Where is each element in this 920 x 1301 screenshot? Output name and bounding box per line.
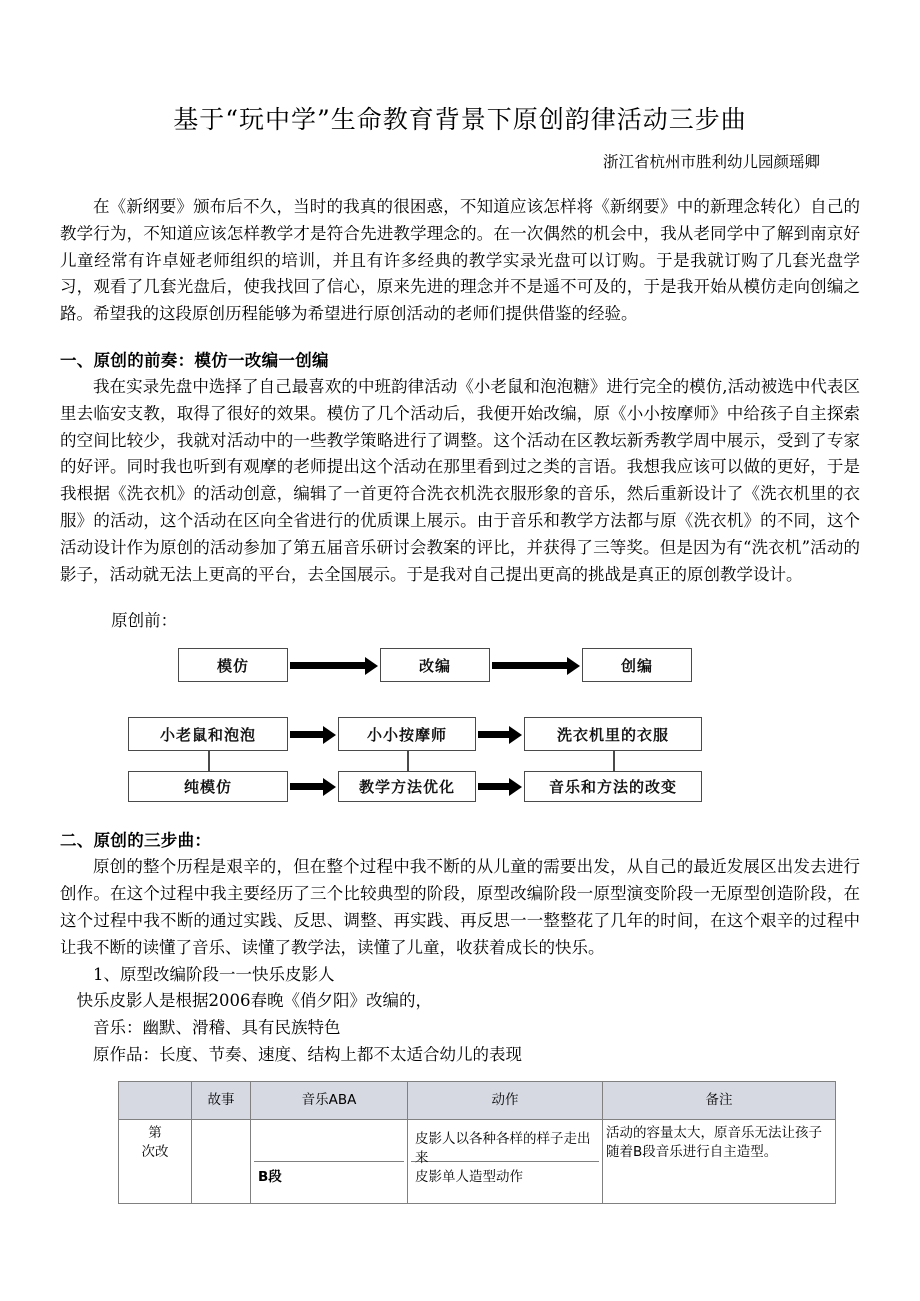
diagram-box-label: 模仿 — [216, 656, 249, 675]
table-header-cell-stage — [119, 1081, 192, 1119]
stage-table-body — [119, 1119, 836, 1203]
table-cell-music — [251, 1119, 408, 1203]
table-header-cell-music: 音乐ABA — [251, 1081, 408, 1119]
diagram-arrow-bottom-2 — [478, 783, 510, 790]
diagram-caption: 原创前： — [111, 611, 178, 631]
table-cell-music-top — [254, 1124, 404, 1162]
table-header-cell-note: 备注 — [603, 1081, 836, 1119]
section-one-heading: 一、原创的前奏：模仿一改编一创编 — [60, 350, 329, 370]
diagram-box-label: 音乐和方法的改变 — [548, 778, 677, 797]
table-cell-action — [408, 1119, 603, 1203]
section-two-paragraph: 原创的整个历程是艰辛的，但在整个过程中我不断的从儿童的需要出发，从自己的最近发展区出发去进行创作。在这个过程中我主要经历了三个比较典型的阶段，原型改编阶段一原型演变阶段一无原型创造阶段，在这个过程中我不断的通过实践、反思、调整、再实践、再反思一一整整花了几年的时间，在这个艰辛的过程中让我不断的读懂了音乐、读懂了教学法，读懂了儿童，收获着成长的快乐。 — [60, 857, 860, 957]
intro-paragraph: 在《新纲要》颁布后不久，当时的我真的很困惑，不知道应该怎样将《新纲要》中的新理念转化）自己的教学行为，不知道应该怎样教学才是符合先进教学理念的。在一次偶然的机会中，我从老同学中了解到南京好儿童经常有许卓娅老师组织的培训，并且有许多经典的教学实录光盘可以订购。于是我就订购了几套光盘学习，观看了几套光盘后，使我找回了信心，原来先进的理念并不是遥不可及的，于是我开始从模仿走向创编之路。希望我的这段原创历程能够为希望进行原创活动的老师们提供借鉴的经验。 — [60, 197, 860, 324]
diagram-arrow-mid-2 — [478, 731, 510, 738]
section-two-item-1: 1、原型改编阶段一一快乐皮影人 — [93, 964, 335, 984]
diagram-box-label: 小小按摩师 — [366, 725, 447, 744]
diagram-box-bottom-1 — [128, 771, 288, 802]
author-line: 浙江省杭州市胜利幼儿园颜瑶卿 — [602, 153, 820, 171]
diagram-arrow-top-2 — [492, 662, 568, 669]
diagram-connector-2 — [407, 751, 409, 771]
table-row — [119, 1119, 836, 1203]
diagram-box-top-2 — [380, 648, 490, 682]
diagram-box-label: 创编 — [620, 656, 653, 675]
process-diagram — [60, 642, 860, 802]
section-two-music-line: 音乐：幽默、滑稽、具有民族特色 — [93, 1018, 341, 1038]
diagram-box-bottom-2 — [338, 771, 476, 802]
diagram-box-bottom-3 — [524, 771, 702, 802]
stage-table-wrap — [60, 1081, 860, 1204]
table-header-cell-story: 故事 — [192, 1081, 251, 1119]
stage-char-2: 次改 — [141, 1143, 169, 1160]
table-cell-action-top: 皮影人以各种各样的样子走出来 — [411, 1124, 599, 1162]
diagram-box-label: 小老鼠和泡泡 — [159, 725, 256, 744]
table-cell-story — [192, 1119, 251, 1203]
diagram-box-mid-1 — [128, 717, 288, 751]
stage-table — [118, 1081, 836, 1204]
diagram-box-label: 纯模仿 — [183, 778, 232, 797]
section-one-paragraph: 我在实录先盘中选择了自己最喜欢的中班韵律活动《小老鼠和泡泡糖》进行完全的模仿,活动被选中代表区里去临安支教，取得了很好的效果。模仿了几个活动后，我便开始改编，原《小小按摩师》中给孩子自主探索的空间比较少，我就对活动中的一些教学策略进行了调整。这个活动在区教坛新秀教学周中展示，受到了专家的好评。同时我也听到有观摩的老师提出这个活动在那里看到过之类的言语。我想我应该可以做的更好，于是我根据《洗衣机》的活动创意，编辑了一首更符合洗衣机洗衣服形象的音乐，然后重新设计了《洗衣机里的衣服》的活动，这个活动在区向全省进行的优质课上展示。由于音乐和教学方法都与原《洗衣机》的不同，这个活动设计作为原创的活动参加了第五届音乐研讨会教案的评比，并获得了三等奖。但是因为有“洗衣机”活动的影子，活动就无法上更高的平台，去全国展示。于是我对自己提出更高的挑战是真正的原创教学设计。 — [60, 376, 860, 584]
diagram-box-mid-2 — [338, 717, 476, 751]
diagram-box-label: 洗衣机里的衣服 — [556, 725, 669, 744]
table-header-row — [119, 1081, 836, 1119]
diagram-box-top-1 — [178, 648, 288, 682]
table-cell-music-bottom: B段 — [258, 1168, 282, 1185]
table-cell-stage — [119, 1119, 192, 1203]
section-two-original-line: 原作品：长度、节奏、速度、结构上都不太适合幼儿的表现 — [93, 1044, 522, 1064]
diagram-arrow-bottom-1 — [290, 783, 324, 790]
diagram-connector-1 — [208, 751, 210, 771]
diagram-box-top-3 — [582, 648, 692, 682]
diagram-arrow-mid-1 — [290, 731, 324, 738]
diagram-box-label: 教学方法优化 — [358, 778, 455, 797]
table-header-cell-action: 动作 — [408, 1081, 603, 1119]
section-two-heading: 二、原创的三步曲： — [60, 831, 212, 851]
diagram-box-mid-3 — [524, 717, 702, 751]
table-cell-note: 活动的容量太大，原音乐无法让孩子随着B段音乐进行自主造型。 — [603, 1119, 836, 1203]
diagram-arrow-top-1 — [290, 662, 366, 669]
stage-table-head — [119, 1081, 836, 1119]
table-cell-action-bottom: 皮影单人造型动作 — [415, 1168, 523, 1185]
section-two-source-line: 快乐皮影人是根据2006春晚《俏夕阳》改编的， — [76, 991, 432, 1011]
page-title: 基于“玩中学”生命教育背景下原创韵律活动三步曲 — [173, 105, 747, 134]
diagram-box-label: 改编 — [418, 656, 451, 675]
diagram-connector-3 — [613, 751, 615, 771]
stage-char-1: 第 — [148, 1124, 162, 1141]
